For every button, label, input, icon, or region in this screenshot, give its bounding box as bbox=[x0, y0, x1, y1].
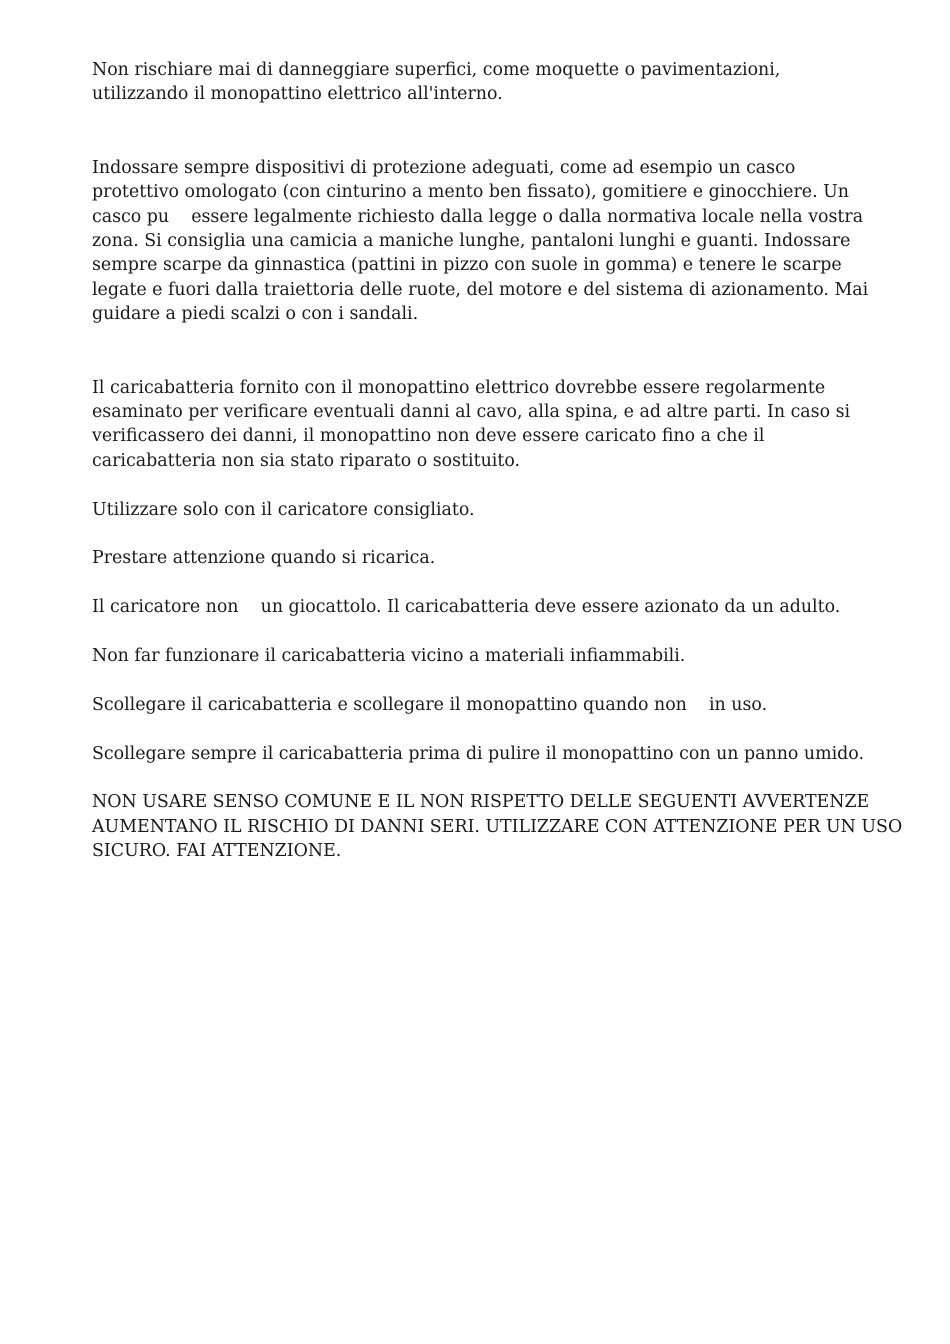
spacer bbox=[92, 668, 882, 692]
paragraph-not-a-toy bbox=[92, 595, 882, 619]
paragraph-recommended-charger bbox=[92, 498, 882, 522]
text-line: verificassero dei danni, il monopattino non deve essere caricato fino a che il bbox=[92, 426, 765, 447]
text-line: esaminato per verificare eventuali danni al cavo, alla spina, e ad altre parti. In caso si bbox=[92, 402, 851, 423]
text-line: Scollegare il caricabatteria e scollegare il monopattino quando non in uso. bbox=[92, 694, 768, 715]
text-line: Il caricatore non un giocattolo. Il caricabatteria deve essere azionato da un adulto. bbox=[92, 597, 841, 618]
paragraph-unplug-before-cleaning bbox=[92, 742, 882, 766]
paragraph-flammable-materials bbox=[92, 644, 882, 668]
paragraph-warning-caps bbox=[92, 790, 903, 863]
text-line: Non rischiare mai di danneggiare superfici, come moquette o pavimentazioni, bbox=[92, 60, 781, 80]
spacer bbox=[92, 766, 882, 790]
paragraph-charger-inspection bbox=[92, 376, 882, 474]
spacer bbox=[92, 522, 882, 546]
paragraph-unplug-when-idle bbox=[92, 693, 882, 717]
text-line: SICURO. FAI ATTENZIONE. bbox=[92, 841, 342, 862]
text-line: utilizzando il monopattino elettrico all'interno. bbox=[92, 84, 503, 105]
text-line: Utilizzare solo con il caricatore consigliato. bbox=[92, 499, 475, 520]
text-line: guidare a piedi scalzi o con i sandali. bbox=[92, 304, 419, 325]
text-line: Prestare attenzione quando si ricarica. bbox=[92, 548, 436, 569]
spacer bbox=[92, 327, 882, 376]
paragraph-protective-gear bbox=[92, 156, 882, 327]
text-line: NON USARE SENSO COMUNE E IL NON RISPETTO DELLE SEGUENTI AVVERTENZE bbox=[92, 792, 870, 813]
text-line: casco pu essere legalmente richiesto dalla legge o dalla normativa locale nella vostra bbox=[92, 206, 864, 227]
text-line: Il caricabatteria fornito con il monopattino elettrico dovrebbe essere regolarmente bbox=[92, 377, 826, 398]
text-line: Non far funzionare il caricabatteria vicino a materiali infiammabili. bbox=[92, 646, 686, 667]
text-line: zona. Si consiglia una camicia a maniche lunghe, pantaloni lunghi e guanti. Indossare bbox=[92, 231, 851, 252]
document-body bbox=[92, 58, 903, 864]
text-line: protettivo omologato (con cinturino a mento ben fissato), gomitiere e ginocchiere. Un bbox=[92, 182, 849, 203]
text-line: Scollegare sempre il caricabatteria prima di pulire il monopattino con un panno umido. bbox=[92, 743, 864, 764]
spacer bbox=[92, 107, 882, 156]
spacer bbox=[92, 717, 882, 741]
text-line: AUMENTANO IL RISCHIO DI DANNI SERI. UTILIZZARE CON ATTENZIONE PER UN USO bbox=[92, 816, 903, 837]
text-line: legate e fuori dalla traiettoria delle ruote, del motore e del sistema di azionamento. Mai bbox=[92, 279, 869, 300]
text-line: Indossare sempre dispositivi di protezione adeguati, come ad esempio un casco bbox=[92, 157, 796, 178]
text-line: caricabatteria non sia stato riparato o sostituito. bbox=[92, 450, 521, 471]
paragraph-charging-attention bbox=[92, 546, 882, 570]
spacer bbox=[92, 473, 882, 497]
text-line: sempre scarpe da ginnastica (pattini in pizzo con suole in gomma) e tenere le scarpe bbox=[92, 255, 842, 276]
spacer bbox=[92, 620, 882, 644]
paragraph-indoor-surfaces bbox=[92, 58, 882, 107]
spacer bbox=[92, 571, 882, 595]
